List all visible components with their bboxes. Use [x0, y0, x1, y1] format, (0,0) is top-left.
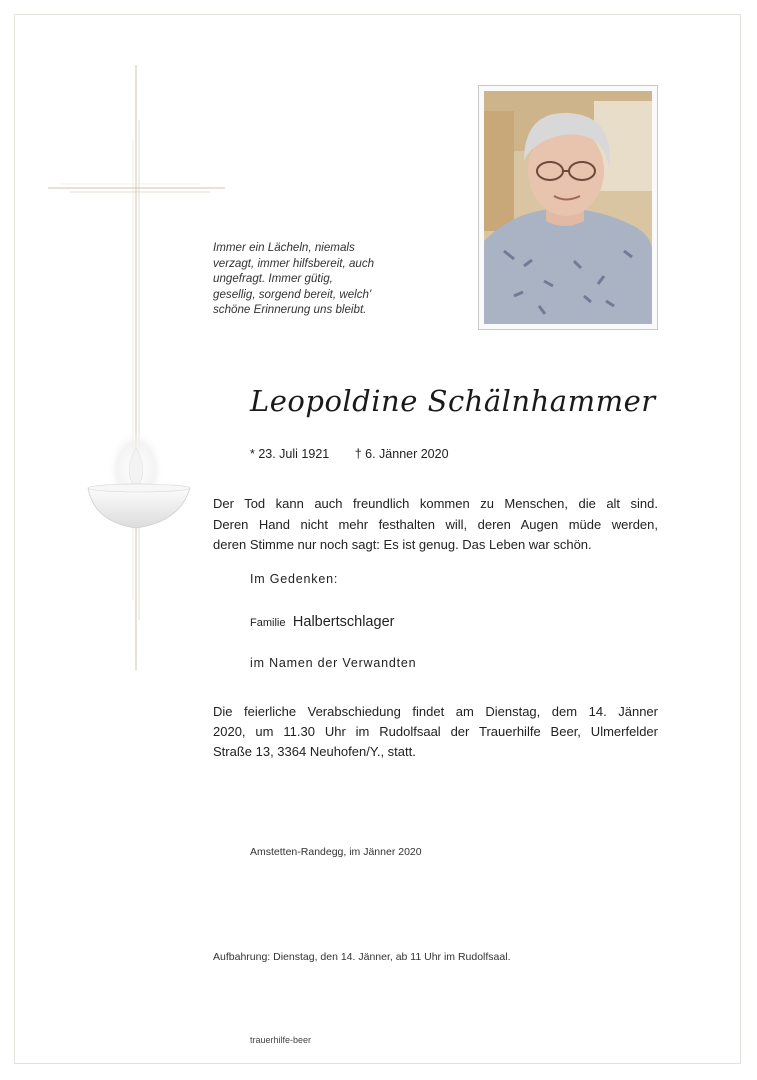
cross-icon — [40, 60, 250, 680]
ceremony-notice — [213, 702, 658, 762]
relatives-line: im Namen der Verwandten — [250, 656, 417, 670]
ceremony-line: 2020, um 11.30 Uhr im Rudolfsaal der Trauerhilfe Beer, Ulmerfelder — [213, 724, 658, 739]
memorial-quote: Immer ein Lächeln, niemals verzagt, immer hilfsbereit, auch ungefragt. Immer gütig, gesellig, sorgend bereit, welch' schöne Erinnerung uns bleibt. — [213, 241, 375, 317]
portrait-photo — [484, 91, 652, 324]
footer-brand: trauerhilfe-beer — [250, 1035, 312, 1045]
place-and-date: Amstetten-Randegg, im Jänner 2020 — [250, 846, 422, 858]
ceremony-line: Straße 13, 3364 Neuhofen/Y., statt. — [213, 744, 416, 759]
family-name: Halbertschlager — [292, 614, 395, 630]
ceremony-line: Die feierliche Verabschiedung findet am Dienstag, dem 14. Jänner — [213, 704, 658, 719]
mourners-heading: Im Gedenken: — [250, 572, 339, 586]
death-date: † 6. Jänner 2020 — [354, 447, 449, 461]
life-dates — [250, 447, 471, 461]
poem-line: Deren Hand nicht mehr festhalten will, deren Augen müde werden, — [213, 516, 658, 532]
mourning-family — [250, 613, 394, 631]
poem-line: Der Tod kann auch freundlich kommen zu Menschen, die alt sind. — [213, 496, 658, 511]
family-prefix: Familie — [250, 617, 286, 629]
portrait-photo-frame — [478, 85, 658, 330]
deceased-name: Leopoldine Schälnhammer — [250, 384, 656, 418]
viewing-notice: Aufbahrung: Dienstag, den 14. Jänner, ab 11 Uhr im Rudolfsaal. — [213, 951, 511, 963]
memorial-poem — [213, 494, 658, 556]
birth-date: * 23. Juli 1921 — [250, 447, 330, 461]
poem-line: deren Stimme nur noch sagt: Es ist genug. Das Leben war schön. — [213, 537, 592, 552]
